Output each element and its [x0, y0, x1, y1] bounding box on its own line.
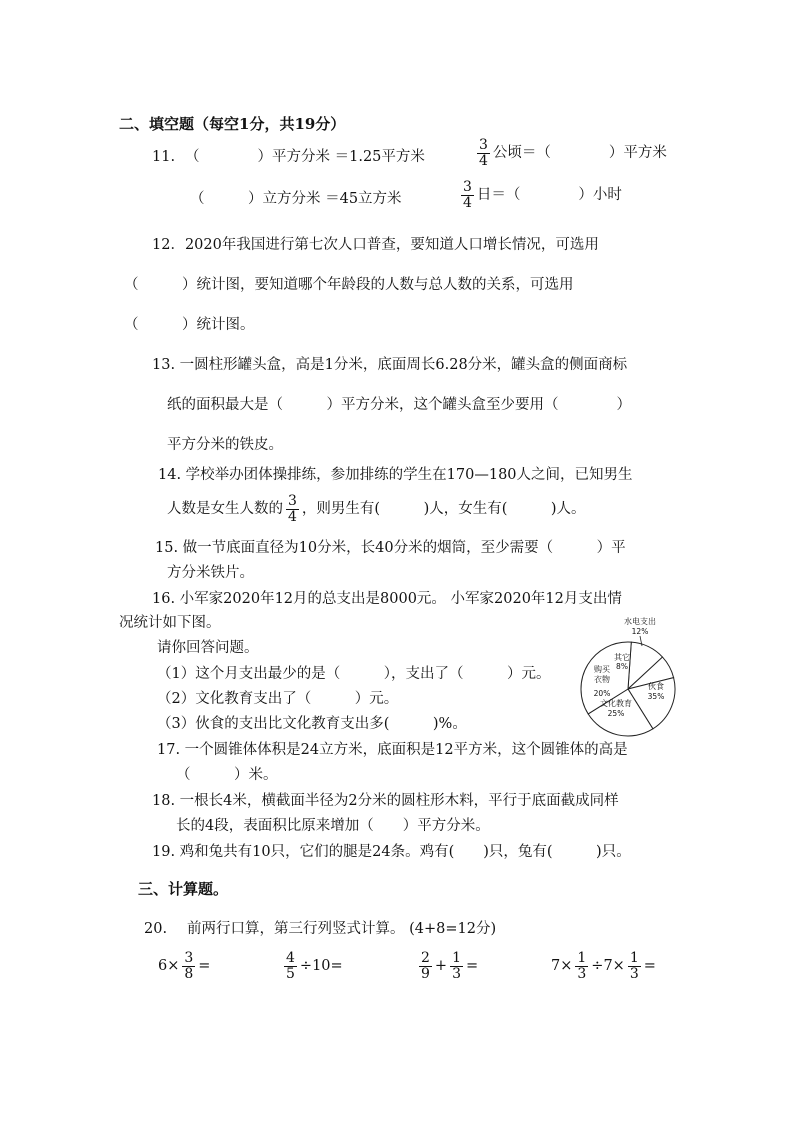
q11-part-b: $\frac{3}{4}$ 公顷＝（ ）平方米	[479, 137, 667, 169]
q20-number: 20.	[144, 921, 168, 937]
q16-sub3: （3）伙食的支出比文化教育支出多( )%。	[157, 716, 467, 732]
pie-label-name-3-2: 衣物	[594, 675, 610, 684]
q12-line3: （ ）统计图。	[124, 317, 255, 333]
pie-label-value-5: 35%	[647, 692, 665, 701]
q12-line2: （ ）统计图，要知道哪个年龄段的人数与总人数的关系，可选用	[124, 277, 574, 293]
q17-line2: （ ）米。	[176, 767, 278, 783]
q20-instruction: 前两行口算，第三行列竖式计算。 (4+8=12分)	[187, 921, 497, 937]
q19-line1: 19. 鸡和兔共有10只，它们的腿是24条。鸡有( )只，兔有( )只。	[152, 844, 631, 860]
section-title-fill-blank: 二、填空题（每空1分，共19分）	[119, 115, 346, 133]
q16-sub1: （1）这个月支出最少的是（ ），支出了（ ）元。	[157, 666, 551, 682]
q15-line1: 15. 做一节底面直径为10分米，长40分米的烟筒，至少需要（ ）平	[155, 540, 626, 556]
expression-3: $\frac{2}{9}$ + $\frac{1}{3}$ =	[421, 950, 479, 982]
pie-label-name-1: 水电支出	[624, 617, 656, 626]
pie-label-name-4: 文化教育	[600, 699, 632, 708]
pie-label-value-2: 8%	[616, 662, 628, 671]
expression-1: 6× $\frac{3}{8}$ =	[158, 950, 211, 982]
q16-line2: 况统计如下图。	[119, 615, 221, 631]
pie-label-value-4: 25%	[607, 709, 625, 718]
pie-label-value-3: 20%	[593, 689, 611, 698]
q11-part-d: $\frac{3}{4}$ 日＝（ ）小时	[463, 179, 622, 211]
pie-label-name-2: 其它	[614, 653, 630, 662]
q13-line2: 纸的面积最大是（ ）平方分米，这个罐头盒至少要用（ ）	[167, 397, 631, 413]
q12-line1: 12．2020年我国进行第七次人口普查，要知道人口增长情况，可选用	[152, 237, 599, 253]
q13-line1: 13. 一圆柱形罐头盒，高是1分米，底面周长6.28分米，罐头盒的侧面商标	[152, 357, 628, 373]
expression-4: 7× $\frac{1}{3}$ ÷7× $\frac{1}{3}$ =	[551, 950, 656, 982]
pie-label-name-5: 伙食	[648, 682, 664, 691]
q11-part-a: （ ）平方分米 ＝1.25平方米	[185, 149, 425, 165]
expression-2: $\frac{4}{5}$ ÷10=	[286, 950, 343, 982]
pie-label-value-1: 12%	[631, 627, 649, 636]
q18-line1: 18. 一根长4米，横截面半径为2分米的圆柱形木料，平行于底面截成同样	[152, 793, 619, 809]
q11-part-c: （ ）立方分米 ＝45立方米	[190, 191, 402, 207]
pie-label-name-3-1: 购买	[594, 665, 610, 674]
section-title-calculation: 三、计算题。	[138, 880, 229, 898]
q16-line3: 请你回答问题。	[157, 640, 259, 656]
q16-line1: 16. 小军家2020年12月的总支出是8000元。 小军家2020年12月支出情	[152, 591, 622, 607]
q18-line2: 长的4段，表面积比原来增加（ ）平方分米。	[176, 818, 490, 834]
q11-number: 11.	[152, 149, 176, 165]
q14-line1: 14. 学校举办团体操排练，参加排练的学生在170—180人之间，已知男生	[158, 467, 633, 483]
q16-sub2: （2）文化教育支出了（ ）元。	[157, 691, 399, 707]
expense-pie-chart	[578, 614, 678, 740]
q15-line2: 方分米铁片。	[167, 565, 254, 581]
q17-line1: 17. 一个圆锥体体积是24立方米，底面积是12平方米，这个圆锥体的高是	[157, 742, 628, 758]
q14-line2: 人数是女生人数的 $\frac{3}{4}$ ，则男生有( )人，女生有( )人。	[167, 493, 586, 525]
q13-line3: 平方分米的铁皮。	[167, 437, 283, 453]
